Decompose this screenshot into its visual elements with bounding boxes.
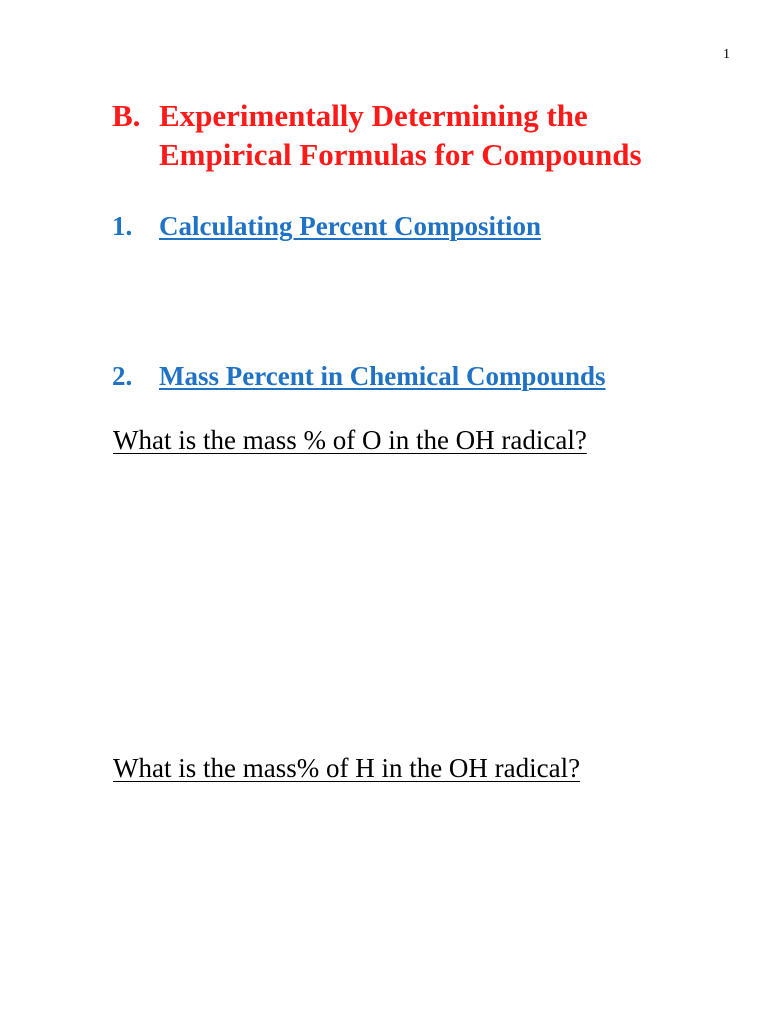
main-heading-line-2 <box>112 135 752 174</box>
section-heading-percent-composition <box>112 210 752 242</box>
main-heading-line-1 <box>112 96 752 135</box>
main-heading-letter: B. <box>112 98 141 133</box>
main-heading-indent <box>112 135 159 174</box>
section-title: Mass Percent in Chemical Compounds <box>159 361 606 391</box>
question-hydrogen-mass-percent: What is the mass% of H in the OH radical? <box>113 753 581 783</box>
section-number: 1. <box>112 211 133 241</box>
main-heading-text-line-2: Empirical Formulas for Compounds <box>159 137 642 172</box>
section-number: 2. <box>112 361 133 391</box>
question-oxygen-mass-percent: What is the mass % of O in the OH radical? <box>113 425 587 455</box>
section-heading-mass-percent <box>112 360 752 392</box>
page-number: 1 <box>723 47 730 62</box>
section-title: Calculating Percent Composition <box>159 211 541 241</box>
main-heading-text-line-1: Experimentally Determining the <box>159 98 588 133</box>
main-heading <box>112 96 752 174</box>
